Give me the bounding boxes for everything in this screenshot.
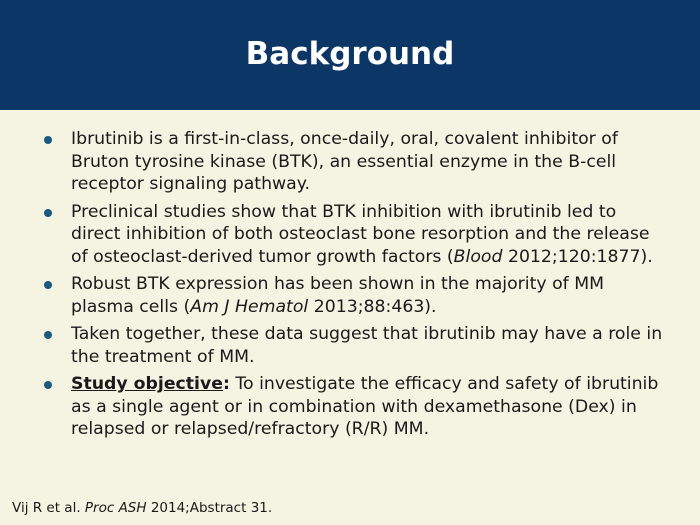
journal-name: Am J Hematol [190, 296, 309, 317]
bullet-item-study-objective [40, 373, 670, 441]
study-objective-colon: : [222, 374, 230, 394]
bullet-text: Ibrutinib is a first-in-class, once-daily, oral, covalent inhibitor of Bruton tyrosine kinase (BTK), an essential enzyme in the B-cell receptor signaling pathway. [71, 129, 618, 194]
study-objective-label: Study objective [71, 374, 223, 394]
citation [12, 500, 272, 516]
bullet-text-reference: 2013;88:463). [308, 296, 437, 317]
slide-header [0, 0, 700, 110]
bullet-dot-icon [44, 136, 52, 144]
bullet-dot-icon [44, 209, 52, 217]
citation-reference: 2014;Abstract 31. [146, 500, 273, 516]
citation-journal: Proc ASH [84, 500, 147, 516]
bullet-text: Preclinical studies show that BTK inhibition with ibrutinib led to direct inhibition of both osteoclast bone resorption and the release of osteoclast-derived tumor growth factors ( [71, 201, 650, 267]
bullet-text: To investigate the efficacy and safety of ibrutinib as a single agent or in combination with dexamethasone (Dex) in relapsed or relapsed/refractory (R/R) MM. [71, 374, 659, 439]
bullet-dot-icon [44, 281, 52, 289]
bullet-item [40, 128, 670, 196]
bullet-list [40, 128, 670, 446]
bullet-item [40, 201, 670, 269]
bullet-item [40, 323, 670, 368]
bullet-text: Robust BTK expression has been shown in the majority of MM plasma cells ( [71, 274, 605, 317]
slide-title: Background [245, 36, 455, 72]
bullet-dot-icon [44, 381, 52, 389]
bullet-item [40, 273, 670, 318]
bullet-dot-icon [44, 331, 52, 339]
journal-name: Blood [453, 246, 503, 267]
bullet-text-reference: 2012;120:1877). [502, 246, 653, 267]
bullet-text: Taken together, these data suggest that ibrutinib may have a role in the treatment of MM. [71, 324, 663, 367]
citation-authors: Vij R et al. [12, 500, 85, 516]
